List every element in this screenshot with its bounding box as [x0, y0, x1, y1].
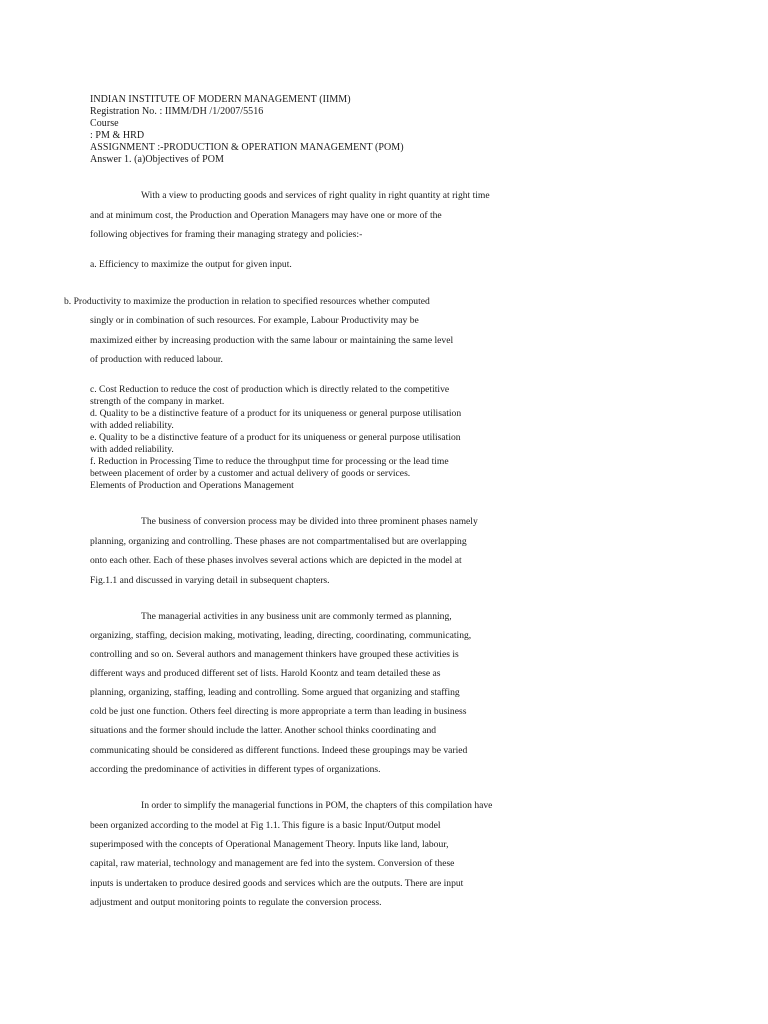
- paragraph-line: planning, organizing, staffing, leading and controlling. Some argued that organizing and staffing: [90, 687, 460, 698]
- intro-line: following objectives for framing their managing strategy and policies:-: [90, 229, 363, 240]
- paragraph-line: situations and the former should include the latter. Another school thinks coordinating and: [90, 725, 437, 736]
- paragraph-line: according the predominance of activities in different types of organizations.: [90, 764, 381, 775]
- paragraph-line: inputs is undertaken to produce desired goods and services which are the outputs. There are input: [90, 878, 464, 889]
- intro-line: and at minimum cost, the Production and Operation Managers may have one or more of the: [90, 210, 442, 221]
- assignment-title: ASSIGNMENT :-PRODUCTION & OPERATION MANAGEMENT (POM): [90, 142, 404, 153]
- paragraph-line: Fig.1.1 and discussed in varying detail in subsequent chapters.: [90, 575, 330, 586]
- objectives-line: between placement of order by a customer and actual delivery of goods or services.: [90, 468, 411, 479]
- registration-number: Registration No. : IIMM/DH /1/2007/5516: [90, 106, 264, 117]
- course-label: Course: [90, 118, 119, 129]
- objective-b-line: maximized either by increasing production with the same labour or maintaining the same level: [90, 335, 454, 346]
- paragraph-line: been organized according to the model at Fig 1.1. This figure is a basic Input/Output model: [90, 820, 441, 831]
- paragraph-line: In order to simplify the managerial functions in POM, the chapters of this compilation have: [141, 800, 493, 811]
- objectives-line: f. Reduction in Processing Time to reduce the throughput time for processing or the lead time: [90, 456, 449, 467]
- objectives-line: strength of the company in market.: [90, 396, 225, 407]
- answer-heading: Answer 1. (a)Objectives of POM: [90, 154, 224, 165]
- paragraph-line: capital, raw material, technology and management are fed into the system. Conversion of these: [90, 858, 455, 869]
- objectives-line: with added reliability.: [90, 444, 174, 455]
- paragraph-line: superimposed with the concepts of Operational Management Theory. Inputs like land, labour,: [90, 839, 449, 850]
- institute-name: INDIAN INSTITUTE OF MODERN MANAGEMENT (IIMM): [90, 94, 351, 105]
- paragraph-line: different ways and produced different set of lists. Harold Koontz and team detailed these as: [90, 668, 441, 679]
- section-heading: Elements of Production and Operations Management: [90, 480, 294, 491]
- objective-b-line: singly or in combination of such resources. For example, Labour Productivity may be: [90, 315, 419, 326]
- objectives-line: c. Cost Reduction to reduce the cost of production which is directly related to the competitive: [90, 384, 450, 395]
- objective-b-line: b. Productivity to maximize the production in relation to specified resources whether computed: [64, 296, 430, 307]
- paragraph-line: controlling and so on. Several authors and management thinkers have grouped these activities is: [90, 649, 459, 660]
- paragraph-line: cold be just one function. Others feel directing is more appropriate a term than leading in business: [90, 706, 467, 717]
- paragraph-line: adjustment and output monitoring points to regulate the conversion process.: [90, 897, 382, 908]
- paragraph-line: The business of conversion process may be divided into three prominent phases namely: [141, 516, 478, 527]
- paragraph-line: planning, organizing and controlling. These phases are not compartmentalised but are overlapping: [90, 536, 467, 547]
- paragraph-line: The managerial activities in any business unit are commonly termed as planning,: [141, 611, 452, 622]
- objectives-line: with added reliability.: [90, 420, 174, 431]
- course-value: : PM & HRD: [90, 130, 145, 141]
- paragraph-line: organizing, staffing, decision making, motivating, leading, directing, coordinating, communicating,: [90, 630, 472, 641]
- paragraph-line: communicating should be considered as different functions. Indeed these groupings may be varied: [90, 745, 468, 756]
- objectives-line: e. Quality to be a distinctive feature of a product for its uniqueness or general purpose utilisation: [90, 432, 461, 443]
- objective-b-line: of production with reduced labour.: [90, 354, 223, 365]
- paragraph-line: onto each other. Each of these phases involves several actions which are depicted in the model at: [90, 555, 462, 566]
- objective-a: a. Efficiency to maximize the output for given input.: [90, 259, 292, 270]
- intro-line: With a view to producting goods and services of right quality in right quantity at right time: [141, 190, 490, 201]
- objectives-line: d. Quality to be a distinctive feature of a product for its uniqueness or general purpose utilisation: [90, 408, 462, 419]
